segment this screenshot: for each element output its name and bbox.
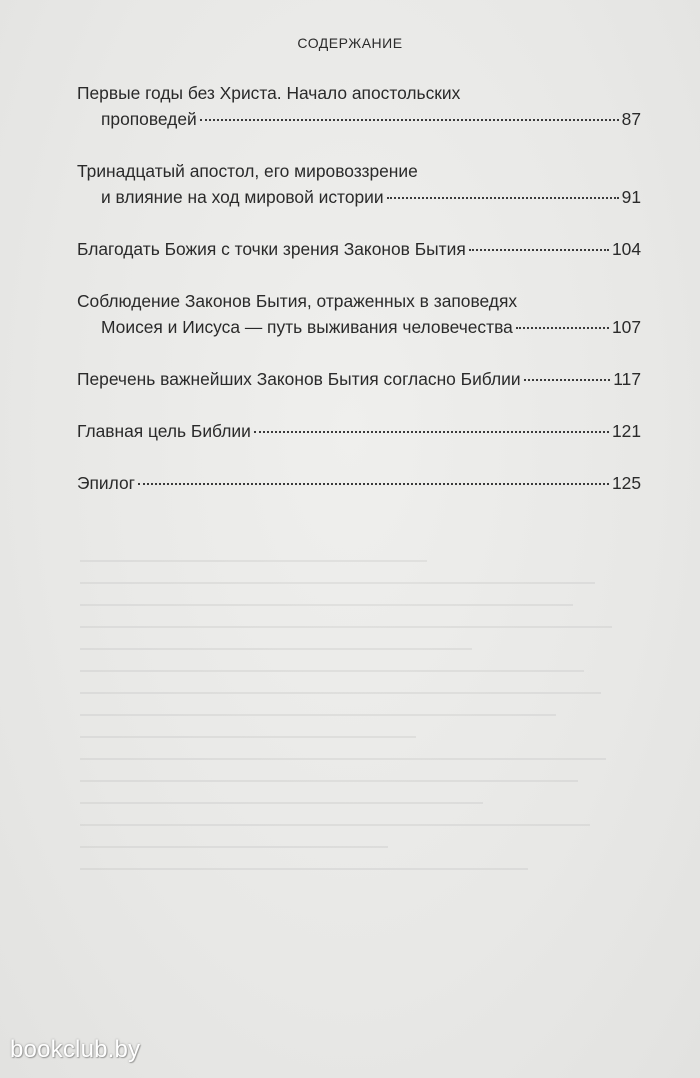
toc-heading: СОДЕРЖАНИЕ — [297, 35, 403, 51]
toc-entry-text: Главная цель Библии — [77, 421, 251, 441]
toc-entry[interactable] — [77, 288, 641, 340]
toc-entry-last-line — [77, 184, 641, 210]
toc-entry-text: и влияние на ход мировой истории — [101, 187, 384, 207]
bleed-through-text — [80, 560, 640, 1020]
toc-entry-line: Соблюдение Законов Бытия, отраженных в заповедях — [77, 291, 518, 311]
toc-page-number: 87 — [621, 109, 641, 129]
toc-page-number: 125 — [611, 473, 641, 493]
toc-entry[interactable] — [77, 80, 641, 132]
toc-page-number: 117 — [613, 369, 641, 389]
dot-leader — [516, 327, 609, 329]
toc-entry-line: Первые годы без Христа. Начало апостольских — [77, 83, 461, 103]
toc-entry-last-line — [77, 366, 641, 392]
dot-leader — [524, 379, 611, 381]
toc-entry-last-line — [77, 314, 641, 340]
toc-entry[interactable] — [77, 236, 641, 262]
toc-entry-last-line — [77, 106, 641, 132]
watermark-logo: bookclub.by — [10, 1036, 141, 1063]
toc-entry-text: Эпилог — [77, 473, 135, 493]
toc-entry[interactable] — [77, 158, 641, 210]
toc-page-number: 104 — [611, 239, 641, 259]
toc-entry-text: Моисея и Иисуса — путь выживания человечества — [101, 317, 513, 337]
dot-leader — [254, 431, 609, 433]
toc-entry-text: Перечень важнейших Законов Бытия согласно Библии — [77, 369, 521, 389]
toc-entry-line: Тринадцатый апостол, его мировоззрение — [77, 161, 418, 181]
dot-leader — [200, 119, 619, 121]
toc-entry[interactable] — [77, 366, 641, 392]
dot-leader — [387, 197, 619, 199]
toc-entry-text: Благодать Божия с точки зрения Законов Бытия — [77, 239, 466, 259]
toc-entry-last-line — [77, 236, 641, 262]
toc-page-number: 107 — [611, 317, 641, 337]
toc-entry-last-line — [77, 418, 641, 444]
toc-page-number: 121 — [611, 421, 641, 441]
toc-entry[interactable] — [77, 470, 641, 496]
table-of-contents — [77, 80, 641, 496]
toc-entry-last-line — [77, 470, 641, 496]
toc-entry-text: проповедей — [101, 109, 197, 129]
dot-leader — [138, 483, 609, 485]
dot-leader — [469, 249, 609, 251]
toc-entry[interactable] — [77, 418, 641, 444]
toc-page-number: 91 — [621, 187, 641, 207]
